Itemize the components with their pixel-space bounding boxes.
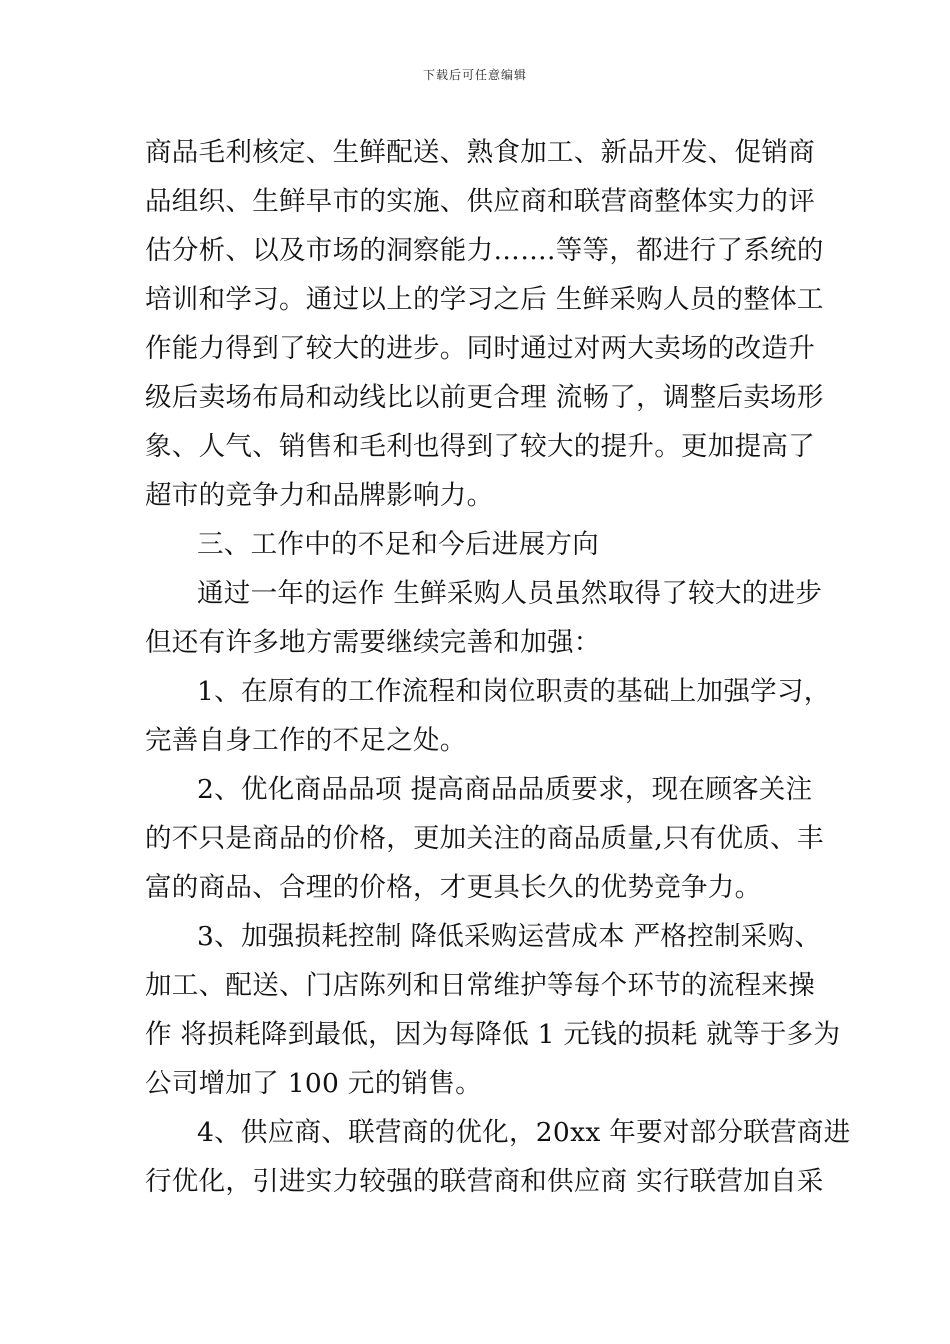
page-header: 下载后可任意编辑 (422, 68, 527, 82)
document-body (145, 128, 851, 1206)
text-line: 的不只是商品的价格，更加关注的商品质量,只有优质、丰 (145, 823, 824, 854)
text-line: 完善自身工作的不足之处。 (145, 725, 467, 756)
text-line: 商品毛利核定、生鲜配送、熟食加工、新品开发、促销商 (145, 137, 815, 168)
text-line: 1、在原有的工作流程和岗位职责的基础上加强学习， (197, 676, 831, 707)
text-line: 作能力得到了较大的进步。同时通过对两大卖场的改造升 (145, 333, 815, 364)
text-line: 公司增加了 100 元的销售。 (145, 1068, 482, 1099)
text-line: 行优化，引进实力较强的联营商和供应商 实行联营加自采 (145, 1166, 824, 1197)
text-line: 作 将损耗降到最低，因为每降低 1 元钱的损耗 就等于多为 (145, 1019, 841, 1050)
text-line: 象、人气、销售和毛利也得到了较大的提升。更加提高了 (145, 431, 815, 462)
text-line: 估分析、以及市场的洞察能力…….等等，都进行了系统的 (145, 235, 824, 266)
text-line: 4、供应商、联营商的优化，20xx 年要对部分联营商进 (197, 1117, 851, 1148)
text-line: 富的商品、合理的价格，才更具长久的优势竞争力。 (145, 872, 762, 903)
text-line: 超市的竞争力和品牌影响力。 (145, 480, 494, 511)
text-line: 级后卖场布局和动线比以前更合理 流畅了，调整后卖场形 (145, 382, 824, 413)
text-line: 通过一年的运作 生鲜采购人员虽然取得了较大的进步 (197, 578, 823, 609)
text-line: 加工、配送、门店陈列和日常维护等每个环节的流程来操 (145, 970, 815, 1001)
text-line: 三、工作中的不足和今后进展方向 (197, 529, 599, 560)
text-line: 2、优化商品品项 提高商品品质要求，现在顾客关注 (197, 774, 813, 805)
text-line: 品组织、生鲜早市的实施、供应商和联营商整体实力的评 (145, 186, 815, 217)
text-line: 但还有许多地方需要继续完善和加强： (145, 627, 601, 658)
text-line: 3、加强损耗控制 降低采购运营成本 严格控制采购、 (197, 921, 822, 952)
text-line: 培训和学习。通过以上的学习之后 生鲜采购人员的整体工 (145, 284, 824, 315)
